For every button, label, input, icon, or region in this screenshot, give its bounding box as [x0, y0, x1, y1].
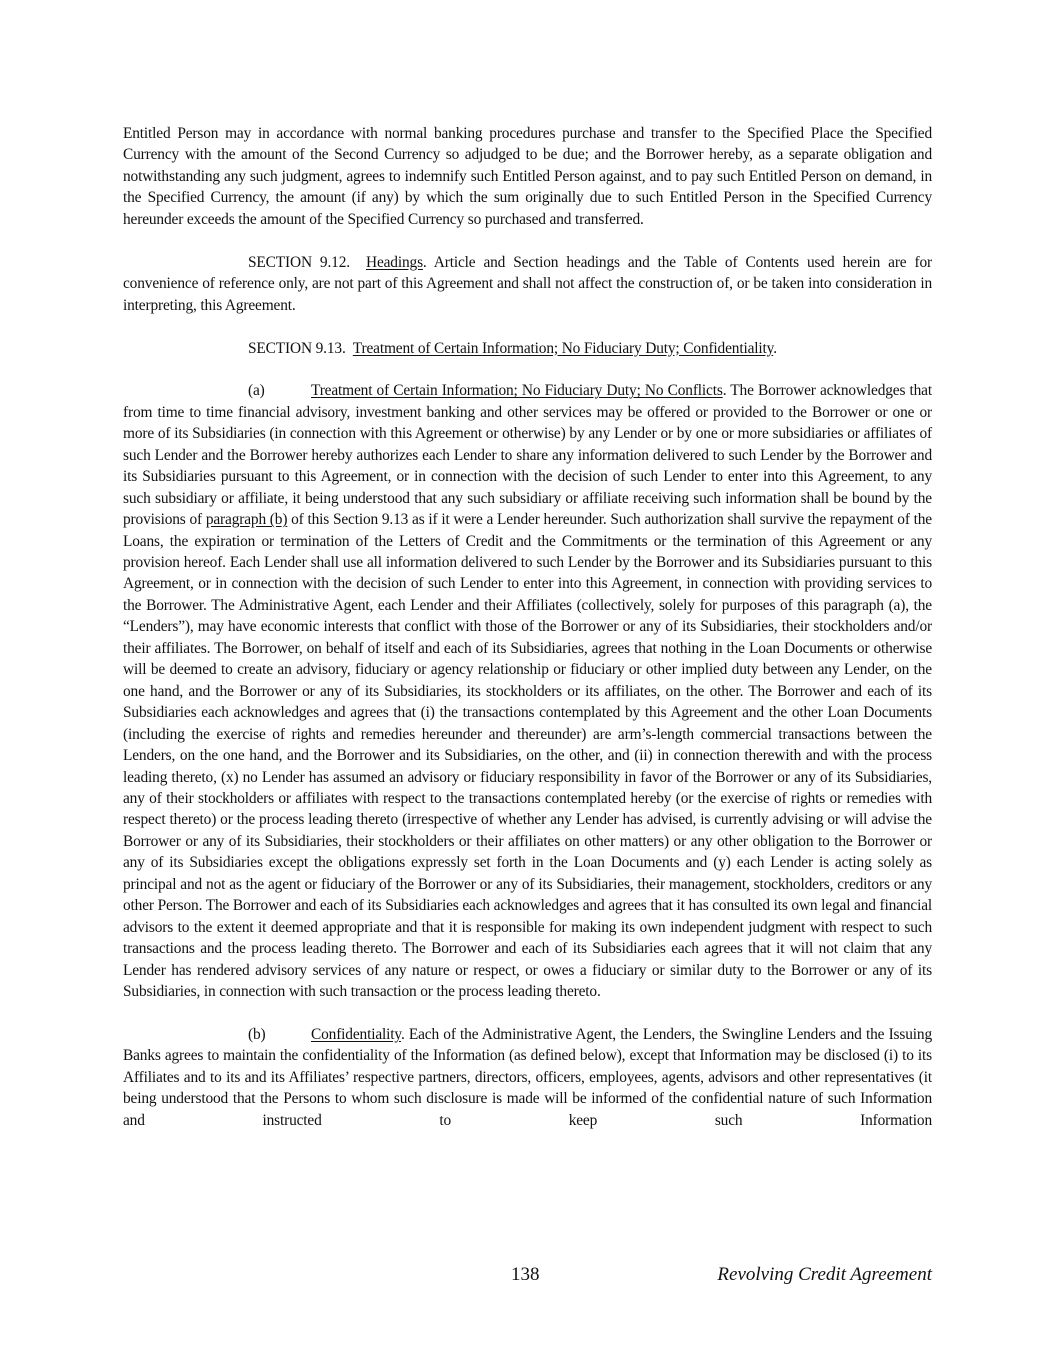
section-text: . Article and Section headings and the Table of Contents used herein are for convenience of reference only, are not part of this Agreement and shall not affect the construction of, or be taken into consideration in interpreting, this Agreement.	[123, 253, 932, 314]
section-heading: Treatment of Certain Information; No Fiduciary Duty; Confidentiality	[352, 339, 774, 357]
paragraph-a	[123, 380, 932, 1002]
document-title: Revolving Credit Agreement	[717, 1264, 932, 1285]
document-body	[123, 123, 932, 1153]
section-number: SECTION 9.13.	[248, 339, 346, 357]
cross-reference-link[interactable]: paragraph (b)	[205, 511, 288, 529]
paragraph-b	[123, 1024, 932, 1131]
page-number: 138	[511, 1264, 540, 1285]
section-9-12	[123, 252, 932, 316]
section-number: SECTION 9.12.	[248, 253, 350, 271]
paragraph-label: (b)	[248, 1025, 266, 1043]
paragraph-heading: Treatment of Certain Information; No Fiduciary Duty; No Conflicts	[311, 382, 723, 400]
paragraph-text: of this Section 9.13 as if it were a Lender hereunder. Such authorization shall survive the repayment of the Loans, the expiration or termination of the Letters of Credit and the Commitments or the termination of this Agreement or any provision hereof. Each Lender shall use all information delivered to such Lender by the Borrower and its Subsidiaries pursuant to this Agreement, or in connection with the decision of such Lender to enter into this Agreement, in connection with providing services to the Borrower. The Administrative Agent, each Lender and their Affiliates (collectively, solely for purposes of this paragraph (a), the “Lenders”), may have economic interests that conflict with those of the Borrower or any of its Subsidiaries, their stockholders and/or their affiliates. The Borrower, on behalf of itself and each of its Subsidiaries, agrees that nothing in the Loan Documents or otherwise will be deemed to create an advisory, fiduciary or agency relationship or fiduciary or other implied duty between any Lender, on the one hand, and the Borrower or any of its Subsidiaries, its stockholders or its affiliates, on the other. The Borrower and each of its Subsidiaries each acknowledges and agrees that (i) the transactions contemplated by this Agreement and the other Loan Documents (including the exercise of rights and remedies hereunder and thereunder) are arm’s-length commercial transactions between the Lenders, on the one hand, and the Borrower and its Subsidiaries, on the other, and (ii) in connection therewith and with the process leading thereto, (x) no Lender has assumed an advisory or fiduciary responsibility in favor of the Borrower or any of its Subsidiaries, any of their stockholders or affiliates with respect to the transactions contemplated hereby (or the exercise of rights or remedies with respect thereto) or the process leading thereto (irrespective of whether any Lender has advised, is currently advising or will advise the Borrower or any of its Subsidiaries, their stockholders or their affiliates on other matters) or any other obligation to the Borrower or any of its Subsidiaries except the obligations expressly set forth in the Loan Documents and (y) each Lender is acting solely as principal and not as the agent or fiduciary of the Borrower or any of its Subsidiaries, their management, stockholders, creditors or any other Person. The Borrower and each of its Subsidiaries each acknowledges and agrees that it has consulted its own legal and financial advisors to the extent it deemed appropriate and that it is responsible for making its own independent judgment with respect to such transactions and the process leading thereto. The Borrower and each of its Subsidiaries each agrees that it will not claim that any Lender has rendered advisory services of any nature or respect, or owes a fiduciary or similar duty to the Borrower or any of its Subsidiaries, in connection with such transaction or the process leading thereto.	[123, 511, 932, 1001]
continuation-paragraph: Entitled Person may in accordance with normal banking procedures purchase and transfer to the Specified Place the Specified Currency with the amount of the Second Currency so adjudged to be due; and the Borrower hereby, as a separate obligation and notwithstanding any such judgment, agrees to indemnify such Entitled Person against, and to pay such Entitled Person on demand, in the Specified Currency, the amount (if any) by which the sum originally due to such Entitled Person in the Specified Currency hereunder exceeds the amount of the Specified Currency so purchased and transferred.	[123, 125, 932, 228]
page-footer	[123, 1264, 932, 1290]
paragraph-text: . Each of the Administrative Agent, the Lenders, the Swingline Lenders and the Issuing Banks agrees to maintain the confidentiality of the Information (as defined below), except that Information may be disclosed (i) to its Affiliates and to its and its Affiliates’ respective partners, directors, officers, employees, agents, advisors and other representatives (it being understood that the Persons to whom such disclosure is made will be informed of the confidential nature of such Information and instructed to keep such Information	[123, 1025, 932, 1129]
section-9-13-heading	[123, 338, 932, 359]
paragraph-label: (a)	[248, 382, 265, 400]
heading-period: .	[773, 339, 777, 357]
paragraph-heading: Confidentiality	[311, 1025, 401, 1043]
section-heading: Headings	[365, 253, 423, 271]
paragraph-text: . The Borrower acknowledges that from time to time financial advisory, investment banking and other services may be offered or provided to the Borrower or one or more of its Subsidiaries (in connection with this Agreement or otherwise) by any Lender or by one or more subsidiaries or affiliates of such Lender and the Borrower hereby authorizes each Lender to share any information delivered to such Lender by the Borrower and its Subsidiaries pursuant to this Agreement, or in connection with the decision of such Lender to enter into this Agreement, to any such subsidiary or affiliate, it being understood that any such subsidiary or affiliate receiving such information shall be bound by the provisions of	[123, 382, 932, 529]
